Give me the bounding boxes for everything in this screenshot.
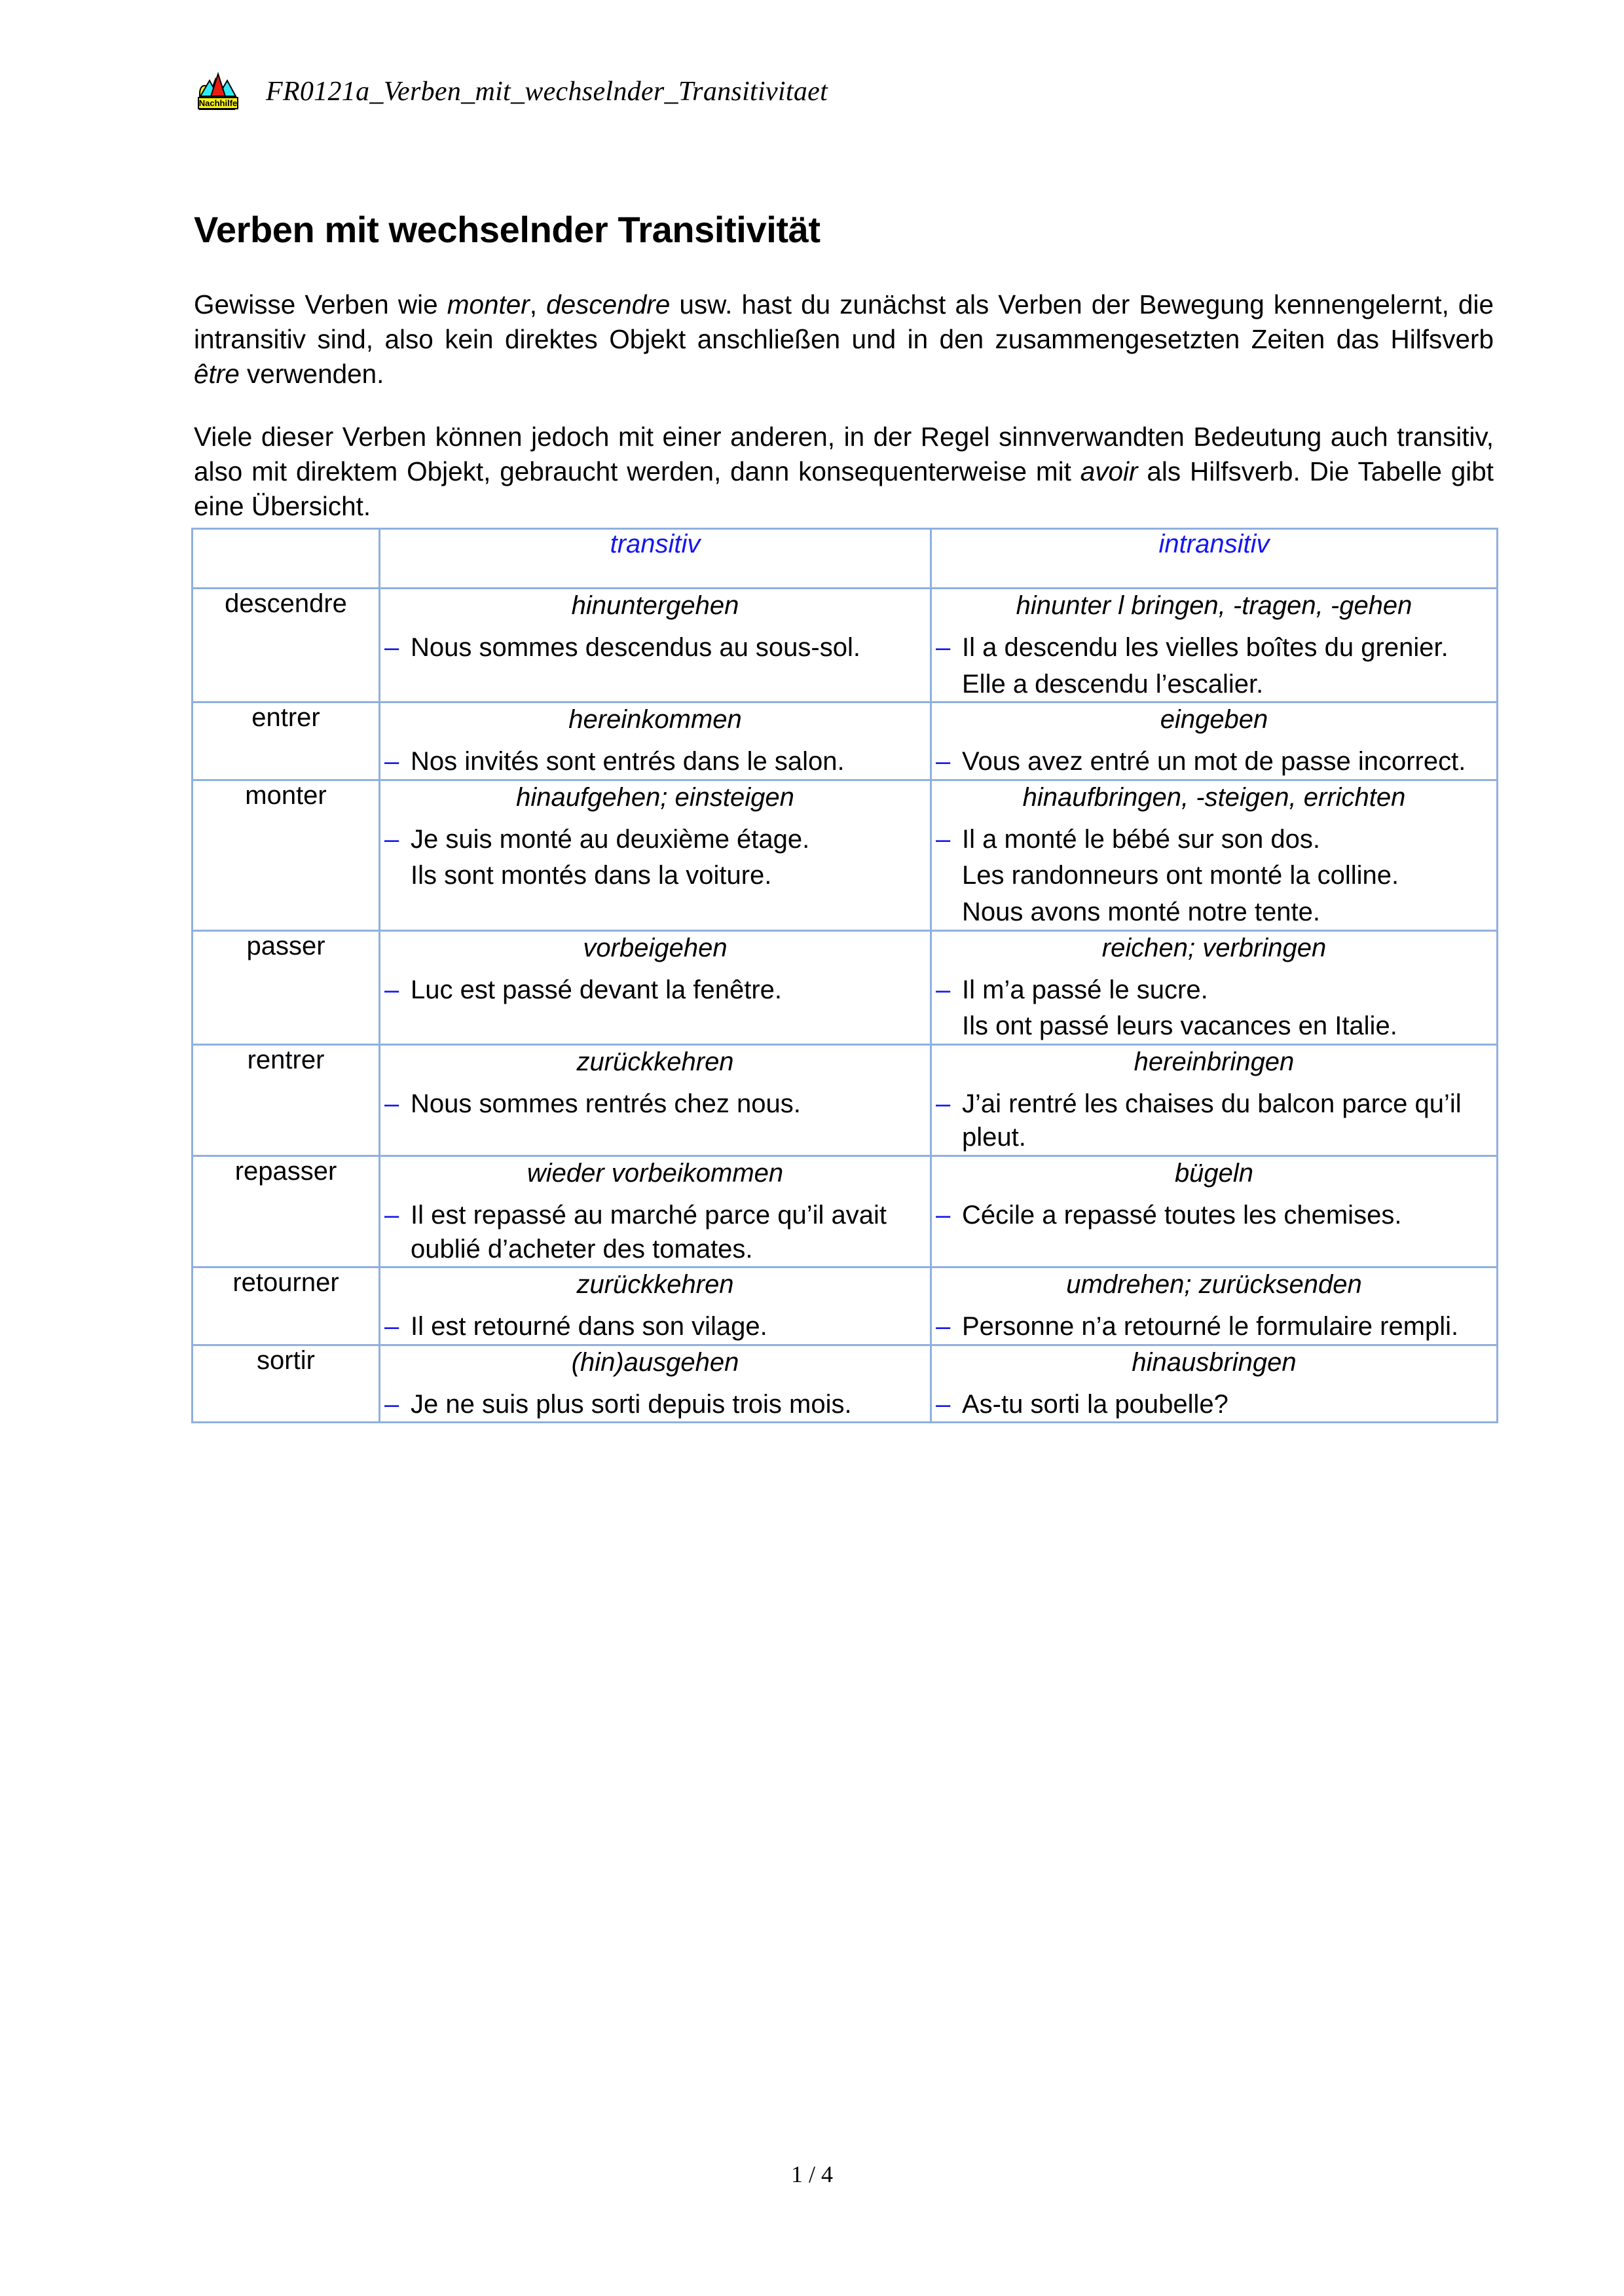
header-cell-intransitiv: intransitiv bbox=[931, 529, 1498, 589]
example-item bbox=[932, 1199, 1496, 1233]
example-text: J’ai rentré les chaises du balcon parce qu’il pleut. bbox=[962, 1089, 1462, 1152]
table-header-row bbox=[193, 529, 1498, 589]
cell-transitiv bbox=[380, 1345, 931, 1423]
header-cell-verb bbox=[193, 529, 380, 589]
cell-transitiv bbox=[380, 1156, 931, 1267]
cell-intransitiv bbox=[931, 930, 1498, 1044]
dash-bullet-icon: – bbox=[384, 975, 399, 1004]
transitiv-example-list bbox=[380, 1199, 930, 1266]
cell-verb: rentrer bbox=[193, 1044, 380, 1156]
example-item bbox=[380, 1310, 930, 1344]
dash-bullet-icon: – bbox=[384, 1200, 399, 1230]
example-item bbox=[932, 859, 1496, 893]
example-item bbox=[932, 823, 1496, 857]
example-text: Nous avons monté notre tente. bbox=[962, 897, 1320, 926]
cell-transitiv bbox=[380, 702, 931, 780]
dash-bullet-icon: – bbox=[936, 633, 951, 662]
table-row bbox=[193, 1345, 1498, 1423]
example-text: Nos invités sont entrés dans le salon. bbox=[411, 747, 845, 776]
para2-seg-b: als Hilfsverb. Die Tabelle gibt eine Übersicht. bbox=[194, 456, 1494, 521]
example-text: Il a monté le bébé sur son dos. bbox=[962, 824, 1320, 854]
example-text: Personne n’a retourné le formulaire rempli. bbox=[962, 1312, 1459, 1341]
header-cell-transitiv: transitiv bbox=[380, 529, 931, 589]
example-text: Ils sont montés dans la voiture. bbox=[411, 861, 772, 890]
example-item bbox=[932, 668, 1496, 702]
transitiv-meaning: vorbeigehen bbox=[583, 933, 728, 962]
dash-bullet-icon: – bbox=[936, 747, 951, 776]
example-item bbox=[380, 823, 930, 857]
intransitiv-example-list bbox=[932, 1388, 1496, 1422]
cell-verb: sortir bbox=[193, 1345, 380, 1423]
dash-bullet-icon: – bbox=[384, 1312, 399, 1341]
cell-intransitiv bbox=[931, 1044, 1498, 1156]
example-item bbox=[932, 1087, 1496, 1155]
example-text: Luc est passé devant la fenêtre. bbox=[411, 975, 783, 1004]
cell-intransitiv bbox=[931, 780, 1498, 930]
transitiv-meaning: hinaufgehen; einsteigen bbox=[516, 782, 794, 812]
example-text: Elle a descendu l’escalier. bbox=[962, 669, 1264, 699]
example-text: Vous avez entré un mot de passe incorrect. bbox=[962, 747, 1466, 776]
dash-bullet-icon: – bbox=[936, 1089, 951, 1118]
transitiv-example-list bbox=[380, 1087, 930, 1121]
dash-bullet-icon: – bbox=[384, 1389, 399, 1419]
example-item bbox=[932, 1310, 1496, 1344]
transitiv-example-list bbox=[380, 1310, 930, 1344]
document-header bbox=[196, 62, 1506, 121]
transitiv-meaning: zurückkehren bbox=[576, 1047, 734, 1076]
cell-verb: repasser bbox=[193, 1156, 380, 1267]
example-text: Il est repassé au marché parce qu’il avait oublié d’acheter des tomates. bbox=[411, 1200, 887, 1264]
cell-intransitiv bbox=[931, 702, 1498, 780]
example-text: Je suis monté au deuxième étage. bbox=[411, 824, 810, 854]
transitiv-meaning: hinuntergehen bbox=[571, 591, 739, 620]
example-text: Je ne suis plus sorti depuis trois mois. bbox=[411, 1389, 852, 1419]
example-item bbox=[380, 631, 930, 665]
dash-bullet-icon: – bbox=[384, 747, 399, 776]
cell-transitiv bbox=[380, 589, 931, 702]
intro-paragraph-1 bbox=[194, 287, 1494, 392]
cell-verb: retourner bbox=[193, 1267, 380, 1345]
intransitiv-example-list bbox=[932, 1199, 1496, 1233]
cell-transitiv bbox=[380, 1267, 931, 1345]
example-text: As-tu sorti la poubelle? bbox=[962, 1389, 1228, 1419]
logo-label: Nachhilfe bbox=[198, 98, 238, 108]
cell-intransitiv bbox=[931, 1345, 1498, 1423]
example-text: Nous sommes rentrés chez nous. bbox=[411, 1089, 801, 1118]
intransitiv-meaning: umdrehen; zurücksenden bbox=[1066, 1270, 1362, 1300]
example-item bbox=[932, 1388, 1496, 1422]
intransitiv-meaning: bügeln bbox=[1174, 1158, 1254, 1188]
para1-term-etre: être bbox=[194, 358, 240, 389]
para1-seg-b: , bbox=[529, 289, 547, 319]
table-row bbox=[193, 702, 1498, 780]
cell-verb: passer bbox=[193, 930, 380, 1044]
intransitiv-meaning: eingeben bbox=[1160, 705, 1268, 735]
example-item bbox=[932, 631, 1496, 665]
cell-transitiv bbox=[380, 930, 931, 1044]
verb-transitivity-table bbox=[191, 528, 1498, 1423]
intransitiv-meaning: hinaufbringen, -steigen, errichten bbox=[1022, 782, 1406, 812]
example-text: Nous sommes descendus au sous-sol. bbox=[411, 633, 860, 662]
cell-verb: entrer bbox=[193, 702, 380, 780]
example-text: Il m’a passé le sucre. bbox=[962, 975, 1208, 1004]
nachhilfe-logo-icon bbox=[196, 70, 244, 113]
example-text: Les randonneurs ont monté la colline. bbox=[962, 861, 1399, 890]
cell-intransitiv bbox=[931, 1156, 1498, 1267]
intransitiv-meaning: hinunter l bringen, -tragen, -gehen bbox=[1016, 591, 1412, 620]
dash-bullet-icon: – bbox=[384, 1089, 399, 1118]
table-row bbox=[193, 1267, 1498, 1345]
example-item bbox=[932, 896, 1496, 930]
intransitiv-example-list bbox=[932, 745, 1496, 779]
table-row bbox=[193, 589, 1498, 702]
page-footer: 1 / 4 bbox=[790, 2161, 833, 2187]
para1-seg-d: verwenden. bbox=[239, 358, 384, 389]
table-row bbox=[193, 1156, 1498, 1267]
intransitiv-example-list bbox=[932, 631, 1496, 701]
example-item bbox=[380, 745, 930, 779]
example-item bbox=[932, 745, 1496, 779]
example-item bbox=[380, 974, 930, 1008]
example-item bbox=[380, 859, 930, 893]
dash-bullet-icon: – bbox=[936, 824, 951, 854]
para1-seg-a: Gewisse Verben wie bbox=[194, 289, 447, 319]
dash-bullet-icon: – bbox=[384, 633, 399, 662]
transitiv-example-list bbox=[380, 1388, 930, 1422]
intransitiv-meaning: reichen; verbringen bbox=[1101, 933, 1327, 962]
dash-bullet-icon: – bbox=[936, 1389, 951, 1419]
cell-transitiv bbox=[380, 780, 931, 930]
para1-term-monter: monter bbox=[447, 289, 530, 319]
table-row bbox=[193, 930, 1498, 1044]
page-title: Verben mit wechselnder Transitivität bbox=[194, 208, 821, 250]
dash-bullet-icon: – bbox=[936, 1312, 951, 1341]
dash-bullet-icon: – bbox=[384, 824, 399, 854]
cell-verb: descendre bbox=[193, 589, 380, 702]
intransitiv-example-list bbox=[932, 1310, 1496, 1344]
dash-bullet-icon: – bbox=[936, 975, 951, 1004]
transitiv-meaning: zurückkehren bbox=[576, 1270, 734, 1300]
example-item bbox=[380, 1388, 930, 1422]
transitiv-meaning: hereinkommen bbox=[568, 705, 742, 735]
intransitiv-example-list bbox=[932, 1087, 1496, 1155]
example-item bbox=[380, 1087, 930, 1121]
para2-term-avoir: avoir bbox=[1080, 456, 1138, 486]
cell-transitiv bbox=[380, 1044, 931, 1156]
cell-intransitiv bbox=[931, 589, 1498, 702]
para1-term-descendre: descendre bbox=[546, 289, 671, 319]
intransitiv-example-list bbox=[932, 974, 1496, 1044]
cell-intransitiv bbox=[931, 1267, 1498, 1345]
intransitiv-example-list bbox=[932, 823, 1496, 930]
example-text: Cécile a repassé toutes les chemises. bbox=[962, 1200, 1402, 1230]
transitiv-meaning: wieder vorbeikommen bbox=[526, 1158, 784, 1188]
example-item bbox=[380, 1199, 930, 1266]
transitiv-meaning: (hin)ausgehen bbox=[571, 1347, 739, 1377]
transitiv-example-list bbox=[380, 745, 930, 779]
table-body bbox=[193, 589, 1498, 1423]
header-filename: FR0121a_Verben_mit_wechselnder_Transitivitaet bbox=[266, 77, 828, 107]
example-text: Ils ont passé leurs vacances en Italie. bbox=[962, 1011, 1397, 1041]
cell-verb: monter bbox=[193, 780, 380, 930]
intransitiv-meaning: hinausbringen bbox=[1132, 1347, 1297, 1377]
table-row bbox=[193, 1044, 1498, 1156]
dash-bullet-icon: – bbox=[936, 1200, 951, 1230]
transitiv-example-list bbox=[380, 631, 930, 665]
intro-paragraph-2 bbox=[194, 420, 1494, 524]
example-text: Il a descendu les vielles boîtes du grenier. bbox=[962, 633, 1449, 662]
transitiv-example-list bbox=[380, 974, 930, 1008]
example-item bbox=[932, 1010, 1496, 1044]
example-text: Il est retourné dans son vilage. bbox=[411, 1312, 767, 1341]
transitiv-example-list bbox=[380, 823, 930, 893]
table-row bbox=[193, 780, 1498, 930]
para1-seg-c: usw. hast du zunächst als Verben der Bewegung kennengelernt, die intransitiv sind, also kein direktes Objekt anschließen und in den zusammengesetzten Zeiten das Hilfsverb bbox=[194, 289, 1494, 354]
example-item bbox=[932, 974, 1496, 1008]
para2-seg-a: Viele dieser Verben können jedoch mit einer anderen, in der Regel sinnverwandten Bedeutung auch transitiv, also mit direktem Objekt, gebraucht werden, dann konsequenterweise mit bbox=[194, 421, 1494, 486]
intransitiv-meaning: hereinbringen bbox=[1134, 1047, 1295, 1076]
